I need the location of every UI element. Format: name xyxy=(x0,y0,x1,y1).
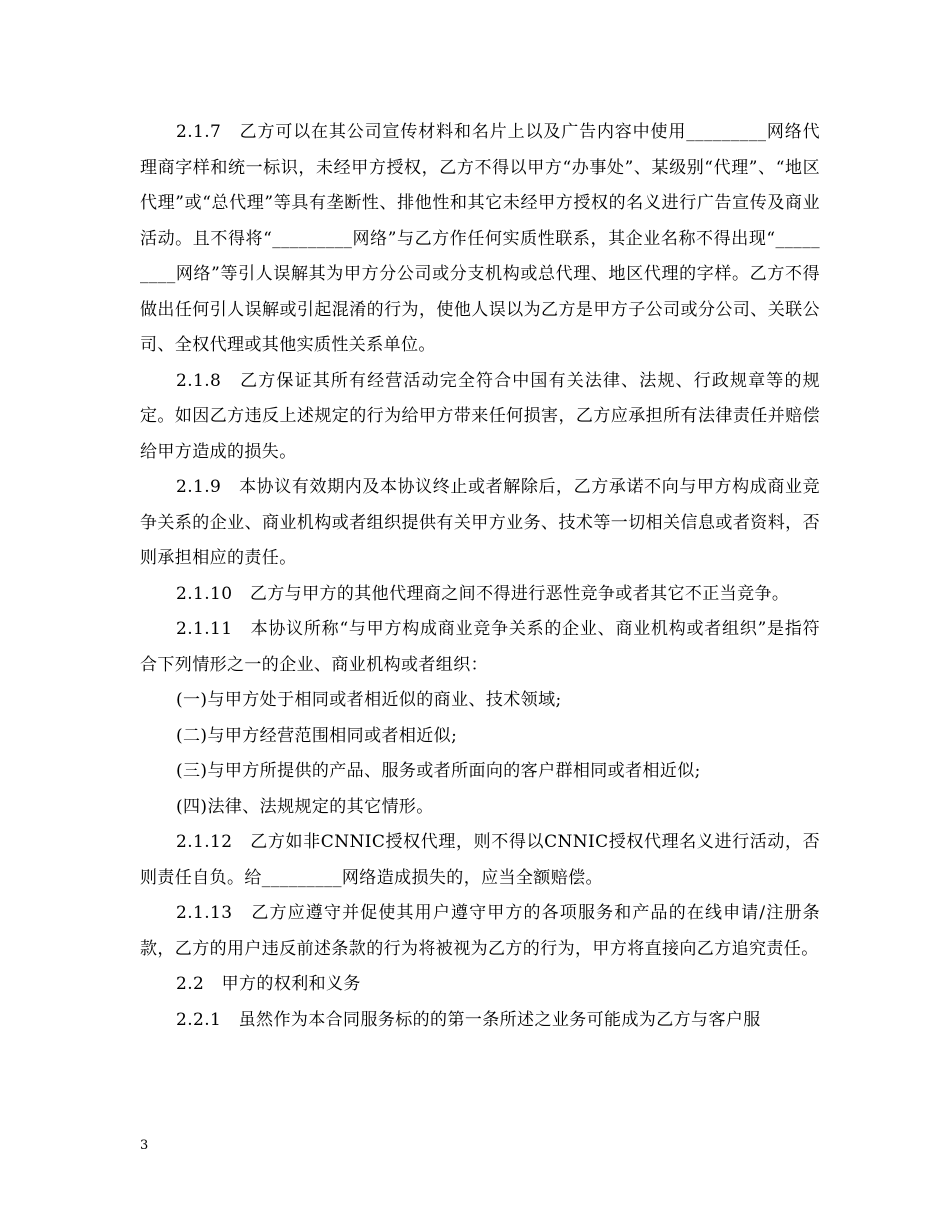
clause-2-1-13: 2.1.13 乙方应遵守并促使其用户遵守甲方的各项服务和产品的在线申请/注册条款，乙方的用户违反前述条款的行为将被视为乙方的行为，甲方将直接向乙方追究责任。 xyxy=(140,903,820,959)
document-body xyxy=(140,115,820,1038)
clause-2-1-9: 2.1.9 本协议有效期内及本协议终止或者解除后，乙方承诺不向与甲方构成商业竞争关系的企业、商业机构或者组织提供有关甲方业务、技术等一切相关信息或者资料，否则承担相应的责任。 xyxy=(140,477,820,568)
list-item-3: (三)与甲方所提供的产品、服务或者所面向的客户群相同或者相近似; xyxy=(176,761,701,781)
clause-2-1-12: 2.1.12 乙方如非CNNIC授权代理，则不得以CNNIC授权代理名义进行活动，否则责任自负。给_________网络造成损失的，应当全额赔偿。 xyxy=(140,832,820,888)
list-item-1: (一)与甲方处于相同或者相近似的商业、技术领域; xyxy=(176,690,562,710)
clause-2-2-1: 2.2.1 虽然作为本合同服务标的的第一条所述之业务可能成为乙方与客户服 xyxy=(176,1009,761,1030)
list-item-4: (四)法律、法规规定的其它情形。 xyxy=(176,796,434,817)
clause-2-1-10: 2.1.10 乙方与甲方的其他代理商之间不得进行恶性竞争或者其它不正当竞争。 xyxy=(176,583,790,604)
section-2-2-heading: 2.2 甲方的权利和义务 xyxy=(176,974,361,994)
clause-2-1-11: 2.1.11 本协议所称“与甲方构成商业竞争关系的企业、商业机构或者组织”是指符合下列情形之一的企业、商业机构或者组织： xyxy=(140,619,820,675)
page-number: 3 xyxy=(140,1138,149,1153)
clause-2-1-7: 2.1.7 乙方可以在其公司宣传材料和名片上以及广告内容中使用_________网络代理商字样和统一标识，未经甲方授权，乙方不得以甲方“办事处”、某级别“代理”、“地区代理”或“总代理”等具有垄断性、排他性和其它未经甲方授权的名义进行广告宣传及商业活动。且不得将“_________网络”与乙方作任何实质性联系，其企业名称不得出现“_________网络”等引人误解其为甲方分公司或分支机构或总代理、地区代理的字样。乙方不得做出任何引人误解或引起混淆的行为，使他人误以为乙方是甲方子公司或分公司、关联公司、全权代理或其他实质性关系单位。 xyxy=(140,122,820,355)
clause-2-1-8: 2.1.8 乙方保证其所有经营活动完全符合中国有关法律、法规、行政规章等的规定。如因乙方违反上述规定的行为给甲方带来任何损害，乙方应承担所有法律责任并赔偿给甲方造成的损失。 xyxy=(140,370,820,462)
list-item-2: (二)与甲方经营范围相同或者相近似; xyxy=(176,725,458,746)
